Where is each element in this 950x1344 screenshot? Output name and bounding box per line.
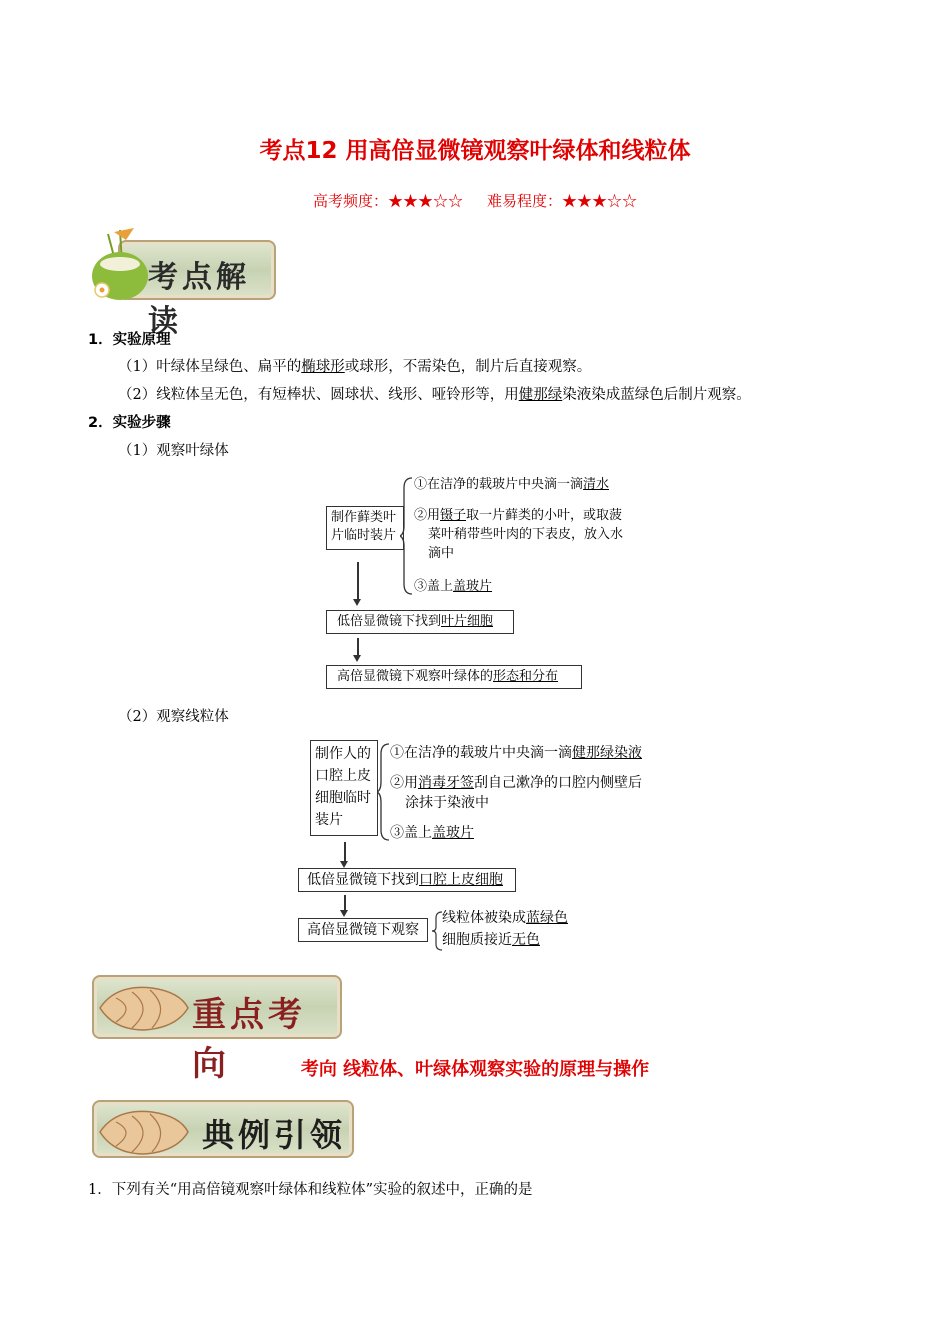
d1-step2 [414, 506, 622, 525]
d1-step2-line3: 滴中 [428, 546, 455, 561]
text: 刮自己漱净的口腔内侧壁后 [474, 775, 642, 791]
d2-high-mag-box [298, 918, 428, 942]
text: 或球形，不需染色，制片后直接观察。 [344, 359, 592, 375]
d2-result2 [442, 931, 540, 950]
d2-step2-line2: 涂抹于染液中 [405, 795, 489, 811]
d2-arrow1 [344, 842, 346, 862]
question-1: 1．下列有关“用高倍镜观察叶绿体和线粒体”实验的叙述中，正确的是 [88, 1182, 533, 1198]
underlined-term: 叶片细胞 [441, 614, 494, 629]
d2-result1 [442, 909, 568, 928]
banner-kaodian-jiedu-text: 考点解读 [148, 260, 250, 339]
d1-arrow1 [357, 562, 359, 600]
text: ①在洁净的载玻片中央滴一滴 [390, 745, 572, 761]
underlined-term: 盖玻片 [432, 825, 474, 841]
d2-prepare-box [310, 740, 378, 836]
section2-heading: 2．实验步骤 [88, 415, 171, 431]
banner-zhongdian-kaoxiang-text: 重点考向 [192, 995, 306, 1084]
d2-low-mag-box [298, 868, 516, 892]
d2-step2 [390, 774, 642, 793]
underlined-term: 镊子 [440, 508, 467, 523]
seashell-icon [96, 1102, 192, 1158]
section2-sub2: （2）观察线粒体 [118, 709, 229, 725]
difficulty-label: 难易程度：★★★☆☆ [487, 192, 638, 210]
text: ③盖上 [414, 579, 454, 594]
text: 取一片藓类的小叶，或取菠 [466, 508, 623, 523]
underlined-term: 健那绿染液 [572, 745, 642, 761]
section1-line1 [118, 357, 591, 377]
section2-sub1: （1）观察叶绿体 [118, 443, 229, 459]
underlined-term: 蓝绿色 [526, 910, 568, 926]
d2-step3 [390, 824, 474, 843]
d2-arrow2 [344, 895, 346, 911]
d1-step1 [414, 475, 609, 494]
d1-brace [400, 476, 414, 596]
text: ②用 [414, 508, 441, 523]
text: 高倍显微镜下观察叶绿体的 [337, 669, 494, 684]
seashell-icon [96, 978, 192, 1036]
text: 高倍显微镜下观察 [307, 922, 419, 938]
frequency-line [0, 190, 950, 211]
text: （2）线粒体呈无色，有短棒状、圆球状、线形、哑铃形等，用 [118, 387, 519, 403]
underlined-term: 形态和分布 [493, 669, 559, 684]
underlined-term: 椭球形 [301, 359, 345, 375]
text: 线粒体被染成 [442, 910, 526, 926]
d1-arrow2 [357, 638, 359, 656]
underlined-term: 口腔上皮细胞 [419, 872, 503, 888]
text: 细胞质接近 [442, 932, 512, 948]
underlined-term: 消毒牙签 [418, 775, 474, 791]
page-title: 考点12 用高倍显微镜观察叶绿体和线粒体 [259, 138, 691, 164]
underlined-term: 盖玻片 [453, 579, 493, 594]
text: 染液染成蓝绿色后制片观察。 [562, 387, 751, 403]
d1-prepare-box [326, 506, 404, 550]
text: 低倍显微镜下找到 [307, 872, 419, 888]
text: 低倍显微镜下找到 [337, 614, 442, 629]
underlined-term: 清水 [583, 477, 610, 492]
frequency-label: 高考频度：★★★☆☆ [312, 192, 463, 210]
text: （1）叶绿体呈绿色、扁平的 [118, 359, 302, 375]
d2-brace [377, 742, 391, 842]
underlined-term: 无色 [512, 932, 540, 948]
section1-heading: 1．实验原理 [88, 332, 171, 348]
direction-heading: 考向 线粒体、叶绿体观察实验的原理与操作 [300, 1059, 650, 1080]
d1-high-mag-box [326, 665, 582, 689]
text: ①在洁净的载玻片中央滴一滴 [414, 477, 584, 492]
section1-line2 [118, 385, 751, 405]
d1-step3 [414, 577, 492, 596]
d1-prepare-text: 制作藓类叶片临时装片 [331, 510, 397, 543]
d2-prepare-text: 制作人的口腔上皮细胞临时装片 [315, 746, 371, 828]
text: ③盖上 [390, 825, 432, 841]
d1-step2-line2: 菜叶稍带些叶肉的下表皮，放入水 [428, 527, 624, 542]
text: ②用 [390, 775, 418, 791]
banner-dianli-yinling-text: 典例引领 [202, 1116, 347, 1154]
d2-step1 [390, 744, 642, 763]
d1-low-mag-box [326, 610, 514, 634]
coconut-drink-icon [86, 224, 156, 304]
underlined-term: 健那绿 [518, 387, 563, 403]
